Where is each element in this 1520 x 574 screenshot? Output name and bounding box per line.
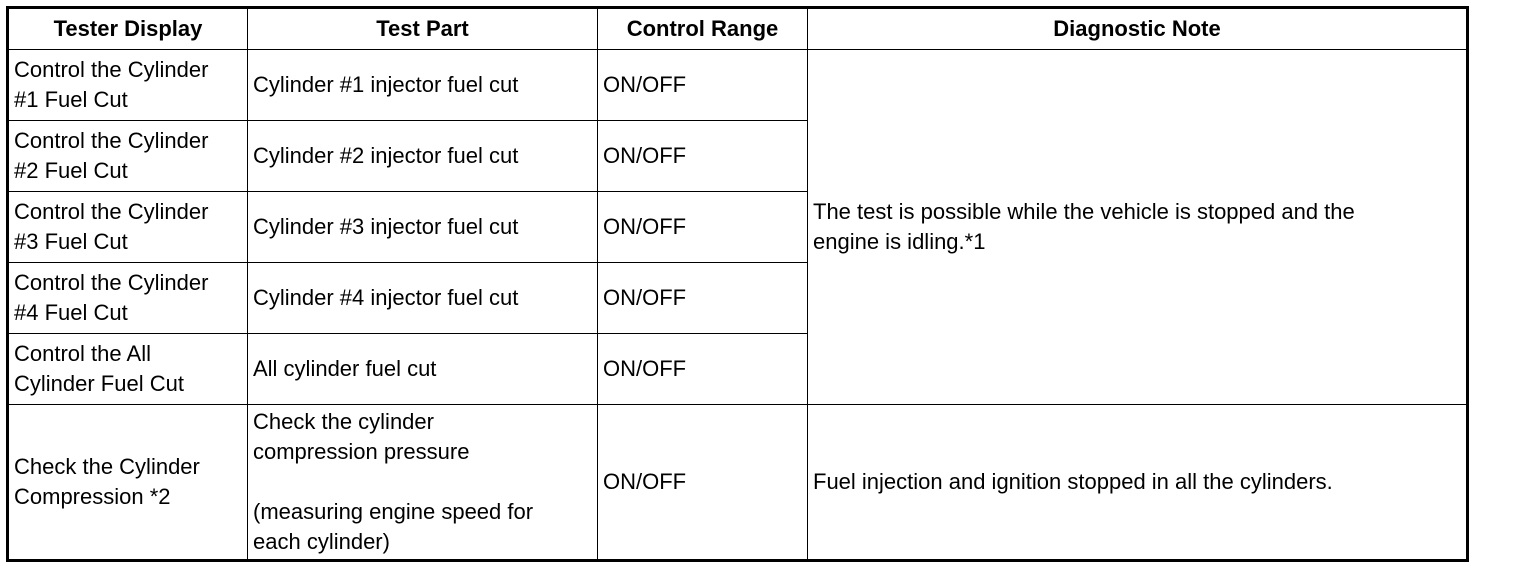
control-range-cell: ON/OFF	[598, 405, 808, 561]
tester-display-cell: Control the All Cylinder Fuel Cut	[8, 334, 248, 405]
tester-display-cell: Control the Cylinder #3 Fuel Cut	[8, 192, 248, 263]
tester-display-cell: Control the Cylinder #1 Fuel Cut	[8, 50, 248, 121]
diagnostic-table-container	[6, 6, 1469, 562]
diagnostic-note-cell: The test is possible while the vehicle is stopped and the engine is idling.*1	[808, 50, 1468, 405]
test-part-cell: Cylinder #4 injector fuel cut	[248, 263, 598, 334]
tester-display-cell: Check the Cylinder Compression *2	[8, 405, 248, 561]
diagnostic-note-cell: Fuel injection and ignition stopped in all the cylinders.	[808, 405, 1468, 561]
tester-display-cell: Control the Cylinder #4 Fuel Cut	[8, 263, 248, 334]
test-part-cell: All cylinder fuel cut	[248, 334, 598, 405]
header-diagnostic-note: Diagnostic Note	[808, 8, 1468, 50]
control-range-cell: ON/OFF	[598, 50, 808, 121]
control-range-cell: ON/OFF	[598, 334, 808, 405]
tester-display-cell: Control the Cylinder #2 Fuel Cut	[8, 121, 248, 192]
test-part-cell: Cylinder #3 injector fuel cut	[248, 192, 598, 263]
table-row	[8, 405, 1468, 561]
control-range-cell: ON/OFF	[598, 121, 808, 192]
test-part-cell: Cylinder #2 injector fuel cut	[248, 121, 598, 192]
control-range-cell: ON/OFF	[598, 192, 808, 263]
test-part-cell: Cylinder #1 injector fuel cut	[248, 50, 598, 121]
header-test-part: Test Part	[248, 8, 598, 50]
header-control-range: Control Range	[598, 8, 808, 50]
header-tester-display: Tester Display	[8, 8, 248, 50]
header-row	[8, 8, 1468, 50]
control-range-cell: ON/OFF	[598, 263, 808, 334]
test-part-cell: Check the cylinder compression pressure (measuring engine speed for each cylinder)	[248, 405, 598, 561]
table-row	[8, 50, 1468, 121]
active-test-table	[6, 6, 1469, 562]
